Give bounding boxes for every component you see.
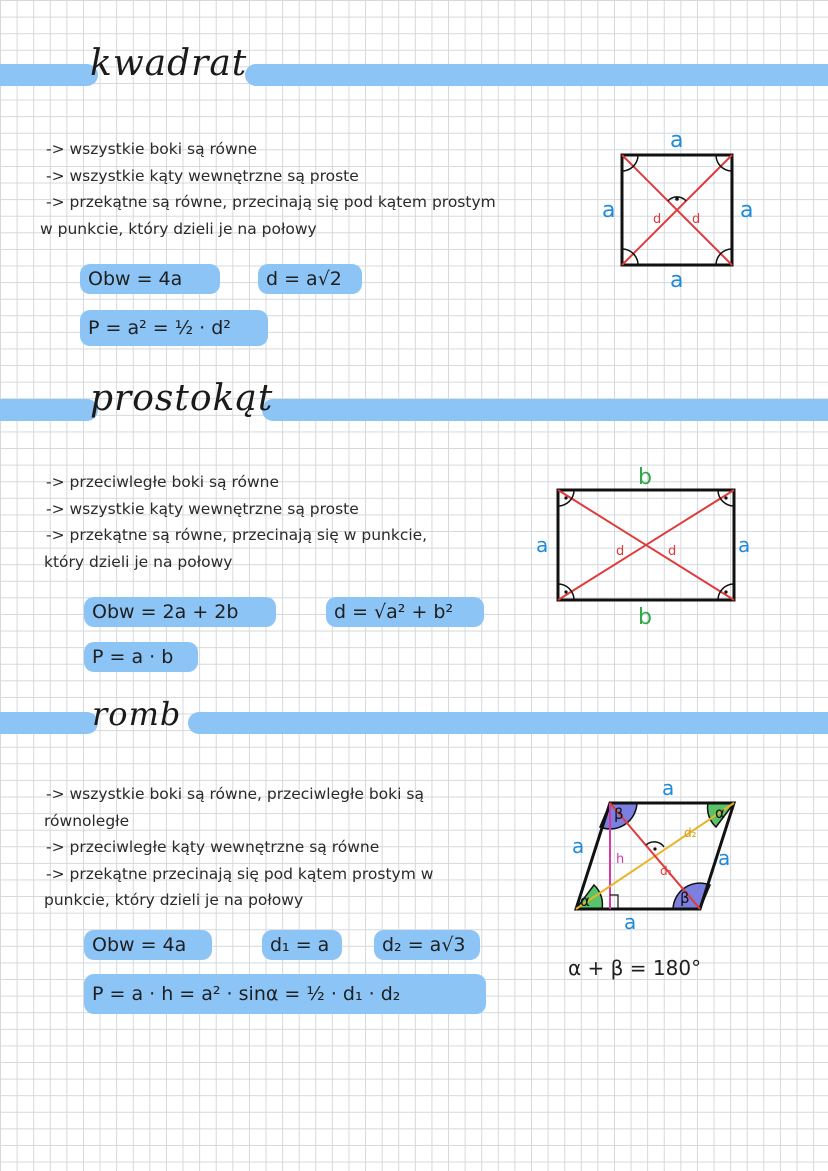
angle-sum: α + β = 180°	[568, 956, 702, 980]
diag-label: d	[692, 212, 701, 227]
banner-bar-left	[0, 64, 98, 86]
height-label: h	[616, 852, 625, 867]
property-line: -> przeciwległe kąty wewnętrzne są równe	[46, 838, 380, 856]
formula-diagonal: d = a√2	[258, 264, 362, 294]
angle-dot	[724, 590, 727, 593]
formula-area: P = a² = ½ · d²	[80, 310, 268, 346]
banner-rectangle	[0, 378, 828, 426]
banner-bar-left	[0, 399, 98, 421]
formula-perimeter: Obw = 4a	[80, 264, 220, 294]
property-line: -> przekątne przecinają się pod kątem prostym w	[46, 864, 434, 883]
banner-bar-right	[245, 64, 828, 86]
right-angle-mark	[646, 842, 664, 847]
section-title-rectangle: prostokąt	[90, 378, 274, 419]
formula-diagonal-2: d₂ = a√3	[374, 930, 480, 960]
property-line: -> przekątne są równe, przecinają się pod kątem prostym	[46, 193, 496, 211]
right-angle-mark	[610, 895, 618, 909]
property-line: -> przekątne są równe, przecinają się w punkcie,	[46, 526, 428, 544]
formula-area: P = a · b	[84, 642, 198, 672]
d2-label: d₂	[684, 826, 697, 840]
angle-dot	[675, 197, 679, 201]
side-label-top: a	[670, 128, 684, 153]
formula-diagonal-1: d₁ = a	[262, 930, 342, 960]
property-line: -> wszystkie boki są równe	[46, 140, 258, 158]
beta-label: β	[680, 889, 690, 907]
diag-label: d	[653, 212, 662, 227]
side-label-right: a	[718, 846, 731, 870]
property-line: punkcie, który dzieli je na połowy	[44, 891, 304, 909]
side-label-top: b	[638, 465, 652, 490]
angle-dot	[564, 496, 567, 499]
property-line: -> wszystkie kąty wewnętrzne są proste	[46, 166, 359, 185]
banner-bar-right	[188, 712, 828, 734]
side-label-bottom: a	[624, 910, 637, 934]
diag-label: d	[668, 544, 677, 559]
side-label-left: a	[536, 533, 549, 557]
side-label-left: a	[602, 198, 616, 223]
formula-perimeter: Obw = 4a	[84, 930, 212, 960]
side-label-right: a	[740, 198, 754, 223]
beta-label: β	[614, 805, 624, 823]
banner-rhombus	[0, 695, 828, 739]
banner-square	[0, 43, 828, 91]
angle-dot	[564, 590, 567, 593]
property-line: który dzieli je na połowy	[44, 552, 233, 571]
formula-area: P = a · h = a² · sinα = ½ · d₁ · d₂	[84, 974, 486, 1014]
side-label-bottom: a	[670, 268, 684, 293]
section-title-rhombus: romb	[92, 695, 182, 733]
property-line: równoległe	[44, 811, 130, 830]
side-label-top: a	[662, 776, 675, 800]
property-line: -> wszystkie boki są równe, przeciwległe boki są	[46, 785, 424, 803]
square-diagram	[590, 125, 780, 295]
angle-dot	[724, 496, 727, 499]
alpha-label: α	[580, 892, 590, 910]
alpha-label: α	[715, 804, 725, 822]
rectangle-properties	[46, 469, 427, 575]
d1-label: d₁	[660, 864, 673, 878]
side-label-bottom: b	[638, 605, 652, 630]
section-title-square: kwadrat	[90, 43, 248, 84]
rhombus-diagram	[560, 775, 760, 935]
angle-dot	[653, 847, 656, 850]
property-line: -> wszystkie kąty wewnętrzne są proste	[46, 499, 359, 518]
banner-bar-right	[262, 399, 828, 421]
formula-perimeter: Obw = 2a + 2b	[84, 597, 276, 627]
property-line: -> przeciwległe boki są równe	[46, 473, 280, 491]
rhombus-properties	[46, 781, 433, 914]
rectangle-diagram	[530, 460, 770, 630]
side-label-left: a	[572, 834, 585, 858]
square-properties	[40, 136, 496, 242]
banner-bar-left	[0, 712, 98, 734]
side-label-right: a	[738, 533, 751, 557]
formula-diagonal: d = √a² + b²	[326, 597, 484, 627]
property-line: w punkcie, który dzieli je na połowy	[40, 219, 317, 238]
diag-label: d	[616, 544, 625, 559]
